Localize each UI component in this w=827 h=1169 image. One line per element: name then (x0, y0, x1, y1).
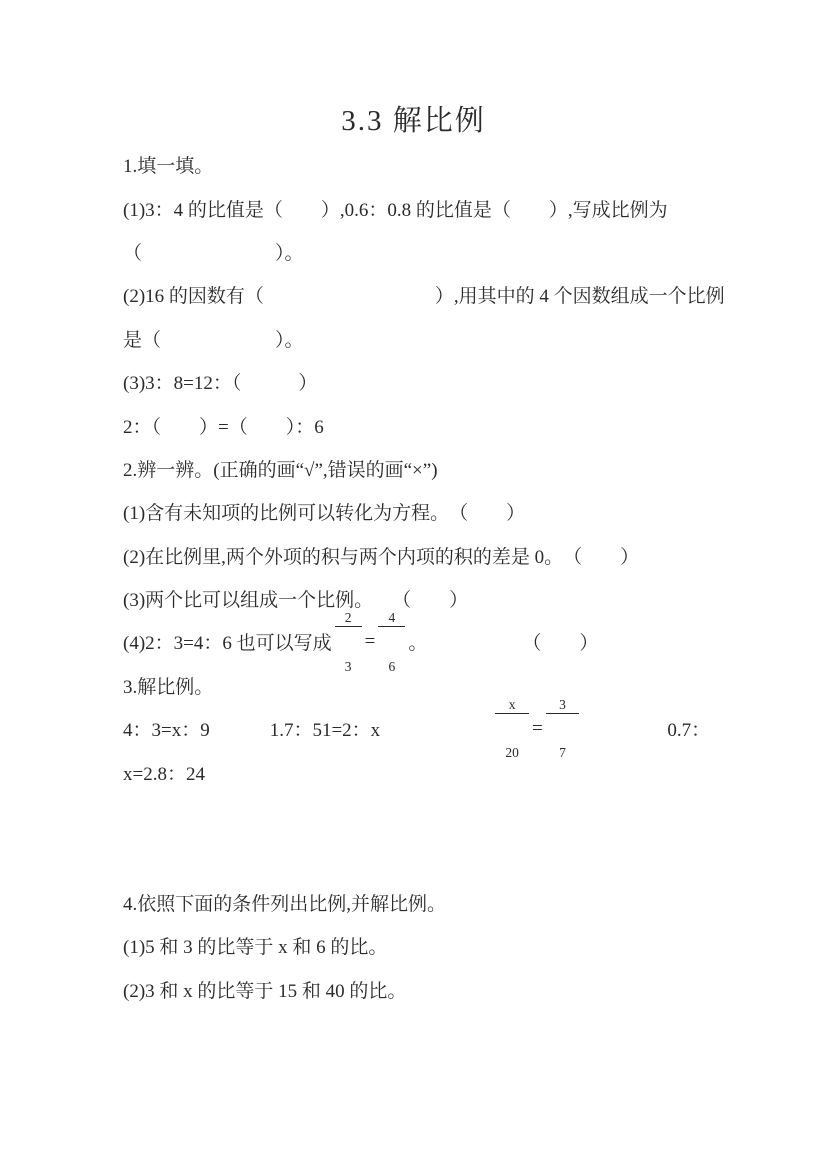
section1-item1-line2: （ ）。 (123, 242, 304, 264)
section2-item3: (3)两个比可以组成一个比例。 （ ） (123, 590, 469, 612)
section2-heading: 2.辨一辨。(正确的画“√”,错误的画“×”) (123, 459, 438, 481)
section3-equations-row (123, 697, 723, 761)
section2-item4-period: 。 (408, 633, 428, 655)
equation-3-fraction (492, 667, 582, 791)
section4-item2: (2)3 和 x 的比等于 15 和 40 的比。 (123, 980, 407, 1002)
fraction-denominator: 6 (388, 658, 396, 674)
fraction-numerator: 3 (546, 697, 580, 714)
section1-heading: 1.填一填。 (123, 156, 214, 178)
section2-item4 (123, 610, 723, 674)
section4-item1: (1)5 和 3 的比等于 x 和 6 的比。 (123, 937, 388, 959)
equation-1: 4：3=x：9 (123, 720, 210, 742)
section4-heading: 4.依照下面的条件列出比例,并解比例。 (123, 894, 447, 916)
fraction-x-over-20 (495, 667, 529, 791)
section2-item4-answer-blank: （ ） (522, 633, 599, 655)
equation-4-part2: x=2.8：24 (123, 763, 205, 785)
page-title: 3.3 解比例 (341, 105, 486, 137)
section2-item4-prefix: (4)2：3=4：6 也可以写成 (123, 633, 332, 655)
worksheet-content (123, 143, 723, 1011)
section1-item1-line1: (1)3：4 的比值是（ ）,0.6：0.8 的比值是（ ）,写成比例为 (123, 199, 668, 221)
fraction-denominator: 20 (505, 745, 519, 761)
fraction-numerator: 4 (378, 610, 405, 627)
fraction-denominator: 7 (559, 745, 566, 761)
section3-heading: 3.解比例。 (123, 676, 214, 698)
section2-item1: (1)含有未知项的比例可以转化为方程。 （ ） (123, 503, 526, 525)
section1-item2-line1: (2)16 的因数有（ ）,用其中的 4 个因数组成一个比例 (123, 286, 725, 308)
equation-2: 1.7：51=2：x (269, 720, 381, 742)
working-space (123, 794, 723, 881)
equals-sign: = (531, 717, 543, 739)
section1-item2-line2: 是（ ）。 (123, 329, 304, 351)
equals-sign: = (364, 630, 376, 652)
fraction-denominator: 3 (344, 658, 352, 674)
fraction-two-thirds (335, 580, 362, 704)
section1-item3-line1: (3)3：8=12：（ ） (123, 373, 318, 395)
fraction-four-sixths (378, 580, 405, 704)
equation-4-part1: 0.7： (667, 720, 711, 742)
section2-item2: (2)在比例里,两个外项的积与两个内项的积的差是 0。 （ ） (123, 546, 640, 568)
fraction-numerator: x (495, 697, 529, 714)
fraction-numerator: 2 (335, 610, 362, 627)
section1-item3-line2: 2：（ ）=（ ）：6 (123, 416, 324, 438)
fraction-three-sevenths (546, 667, 580, 791)
